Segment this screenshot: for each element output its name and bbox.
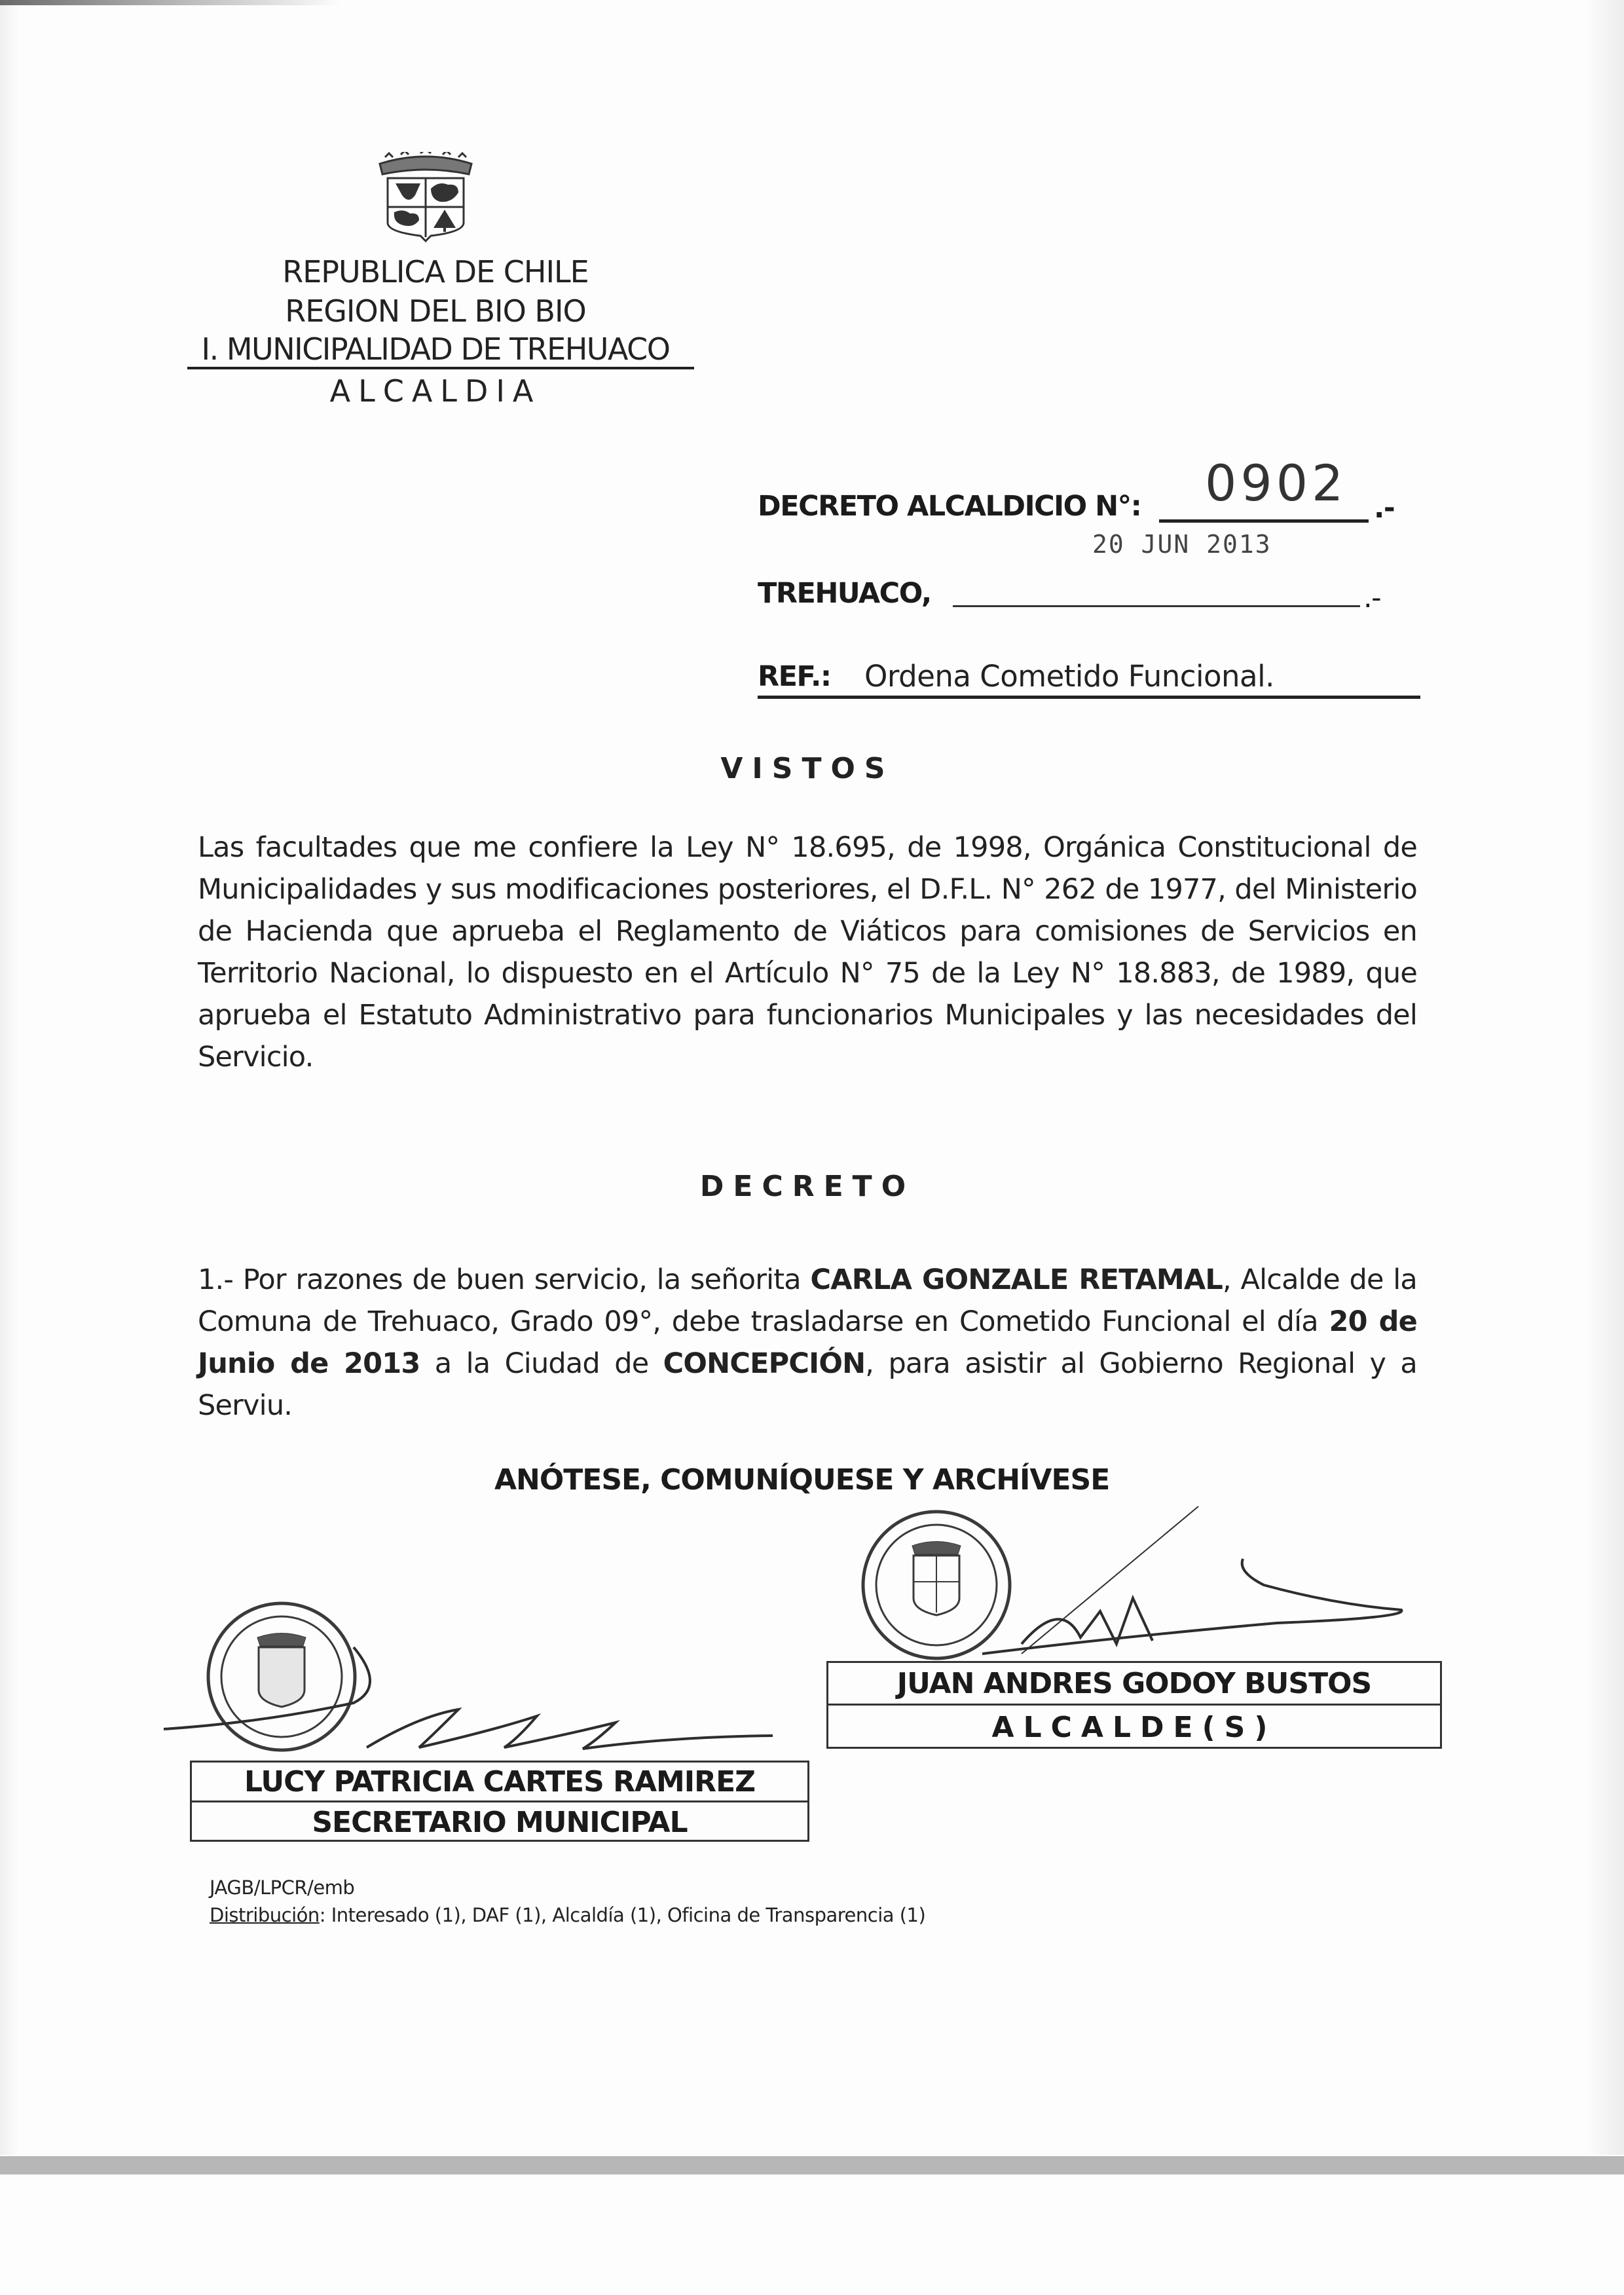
secretary-signature bbox=[164, 1647, 773, 1749]
secretary-name: LUCY PATRICIA CARTES RAMIREZ bbox=[244, 1764, 756, 1799]
decreto-heading: DECRETO bbox=[699, 1170, 915, 1203]
travel-date: 20 de Junio de 2013 bbox=[198, 1305, 1417, 1380]
closing-formula: ANÓTESE, COMUNÍQUESE Y ARCHÍVESE bbox=[494, 1463, 1110, 1497]
header-underline bbox=[187, 367, 694, 369]
scan-bottom-edge bbox=[0, 2156, 1624, 2174]
place-label: TREHUACO, bbox=[758, 577, 931, 610]
date-stamp: 20 JUN 2013 bbox=[1092, 530, 1272, 559]
decree-number-handwritten: 0902 bbox=[1205, 454, 1348, 512]
signature-box-mayor bbox=[826, 1661, 1442, 1749]
decree-number-suffix: .- bbox=[1374, 492, 1395, 525]
decreto-text-3: a la Ciudad de bbox=[434, 1347, 649, 1380]
distribution-label: Distribución bbox=[210, 1904, 320, 1926]
mayor-signature bbox=[982, 1506, 1401, 1654]
vistos-paragraph: Las facultades que me confiere la Ley N° 18.695, de 1998, Orgánica Constitucional de Municipalidades y sus modificaciones posteriores, el D.F.L. N° 262 de 1977, del Ministerio de Hacienda que aprueba el Reglamento de Viáticos para comisiones de Servicios en Territorio Nacional, lo dispuesto en el Artículo N° 75 de la Ley N° 18.883, de 1989, que aprueba el Estatuto Administrativo para funcionarios Municipales y las necesidades del Servicio. bbox=[198, 831, 1417, 1073]
official-name: CARLA GONZALE RETAMAL bbox=[810, 1263, 1223, 1296]
scan-edge-left bbox=[0, 0, 20, 2155]
distribution-text: : Interesado (1), DAF (1), Alcaldía (1), Oficina de Transparencia (1) bbox=[319, 1904, 926, 1926]
scan-edge-top bbox=[0, 0, 341, 5]
mayor-name: JUAN ANDRES GODOY BUSTOS bbox=[896, 1666, 1372, 1700]
decree-number-label: DECRETO ALCALDICIO N°: bbox=[758, 490, 1141, 523]
decreto-text-1: 1.- Por razones de buen servicio, la señorita bbox=[198, 1263, 801, 1296]
ref-text: Ordena Cometido Funcional. bbox=[864, 659, 1274, 694]
decree-number-line bbox=[1159, 519, 1369, 523]
header-region: REGION DEL BIO BIO bbox=[285, 293, 586, 329]
decreto-text-4: , para asistir al Gobierno Regional y a Serviu. bbox=[198, 1347, 1417, 1422]
reference-initials: JAGB/LPCR/emb bbox=[210, 1876, 355, 1899]
header-country: REPUBLICA DE CHILE bbox=[282, 254, 589, 289]
decreto-item-1 bbox=[198, 1259, 1417, 1427]
secretary-title: SECRETARIO MUNICIPAL bbox=[312, 1805, 688, 1839]
header-municipality: I. MUNICIPALIDAD DE TREHUACO bbox=[201, 331, 670, 367]
vistos-heading: VISTOS bbox=[720, 752, 895, 785]
mayor-stamp bbox=[863, 1512, 1010, 1658]
scan-edge-right bbox=[1585, 0, 1624, 2155]
header-department: ALCALDIA bbox=[329, 373, 542, 409]
ref-label: REF.: bbox=[758, 660, 831, 693]
place-suffix: .- bbox=[1363, 582, 1381, 614]
ref-underline bbox=[758, 696, 1420, 699]
destination-city: CONCEPCIÓN bbox=[663, 1347, 866, 1380]
signature-box-secretary bbox=[190, 1761, 809, 1842]
secretary-stamp bbox=[208, 1603, 355, 1750]
coat-of-arms-icon bbox=[360, 152, 491, 244]
place-date-line bbox=[953, 605, 1360, 607]
distribution-list bbox=[210, 1906, 925, 1925]
mayor-title: ALCALDE(S) bbox=[991, 1710, 1277, 1744]
decreto-text-2: , Alcalde de la Comuna de Trehuaco, Grado 09°, debe trasladarse en Cometido Funcional el día bbox=[198, 1263, 1417, 1338]
